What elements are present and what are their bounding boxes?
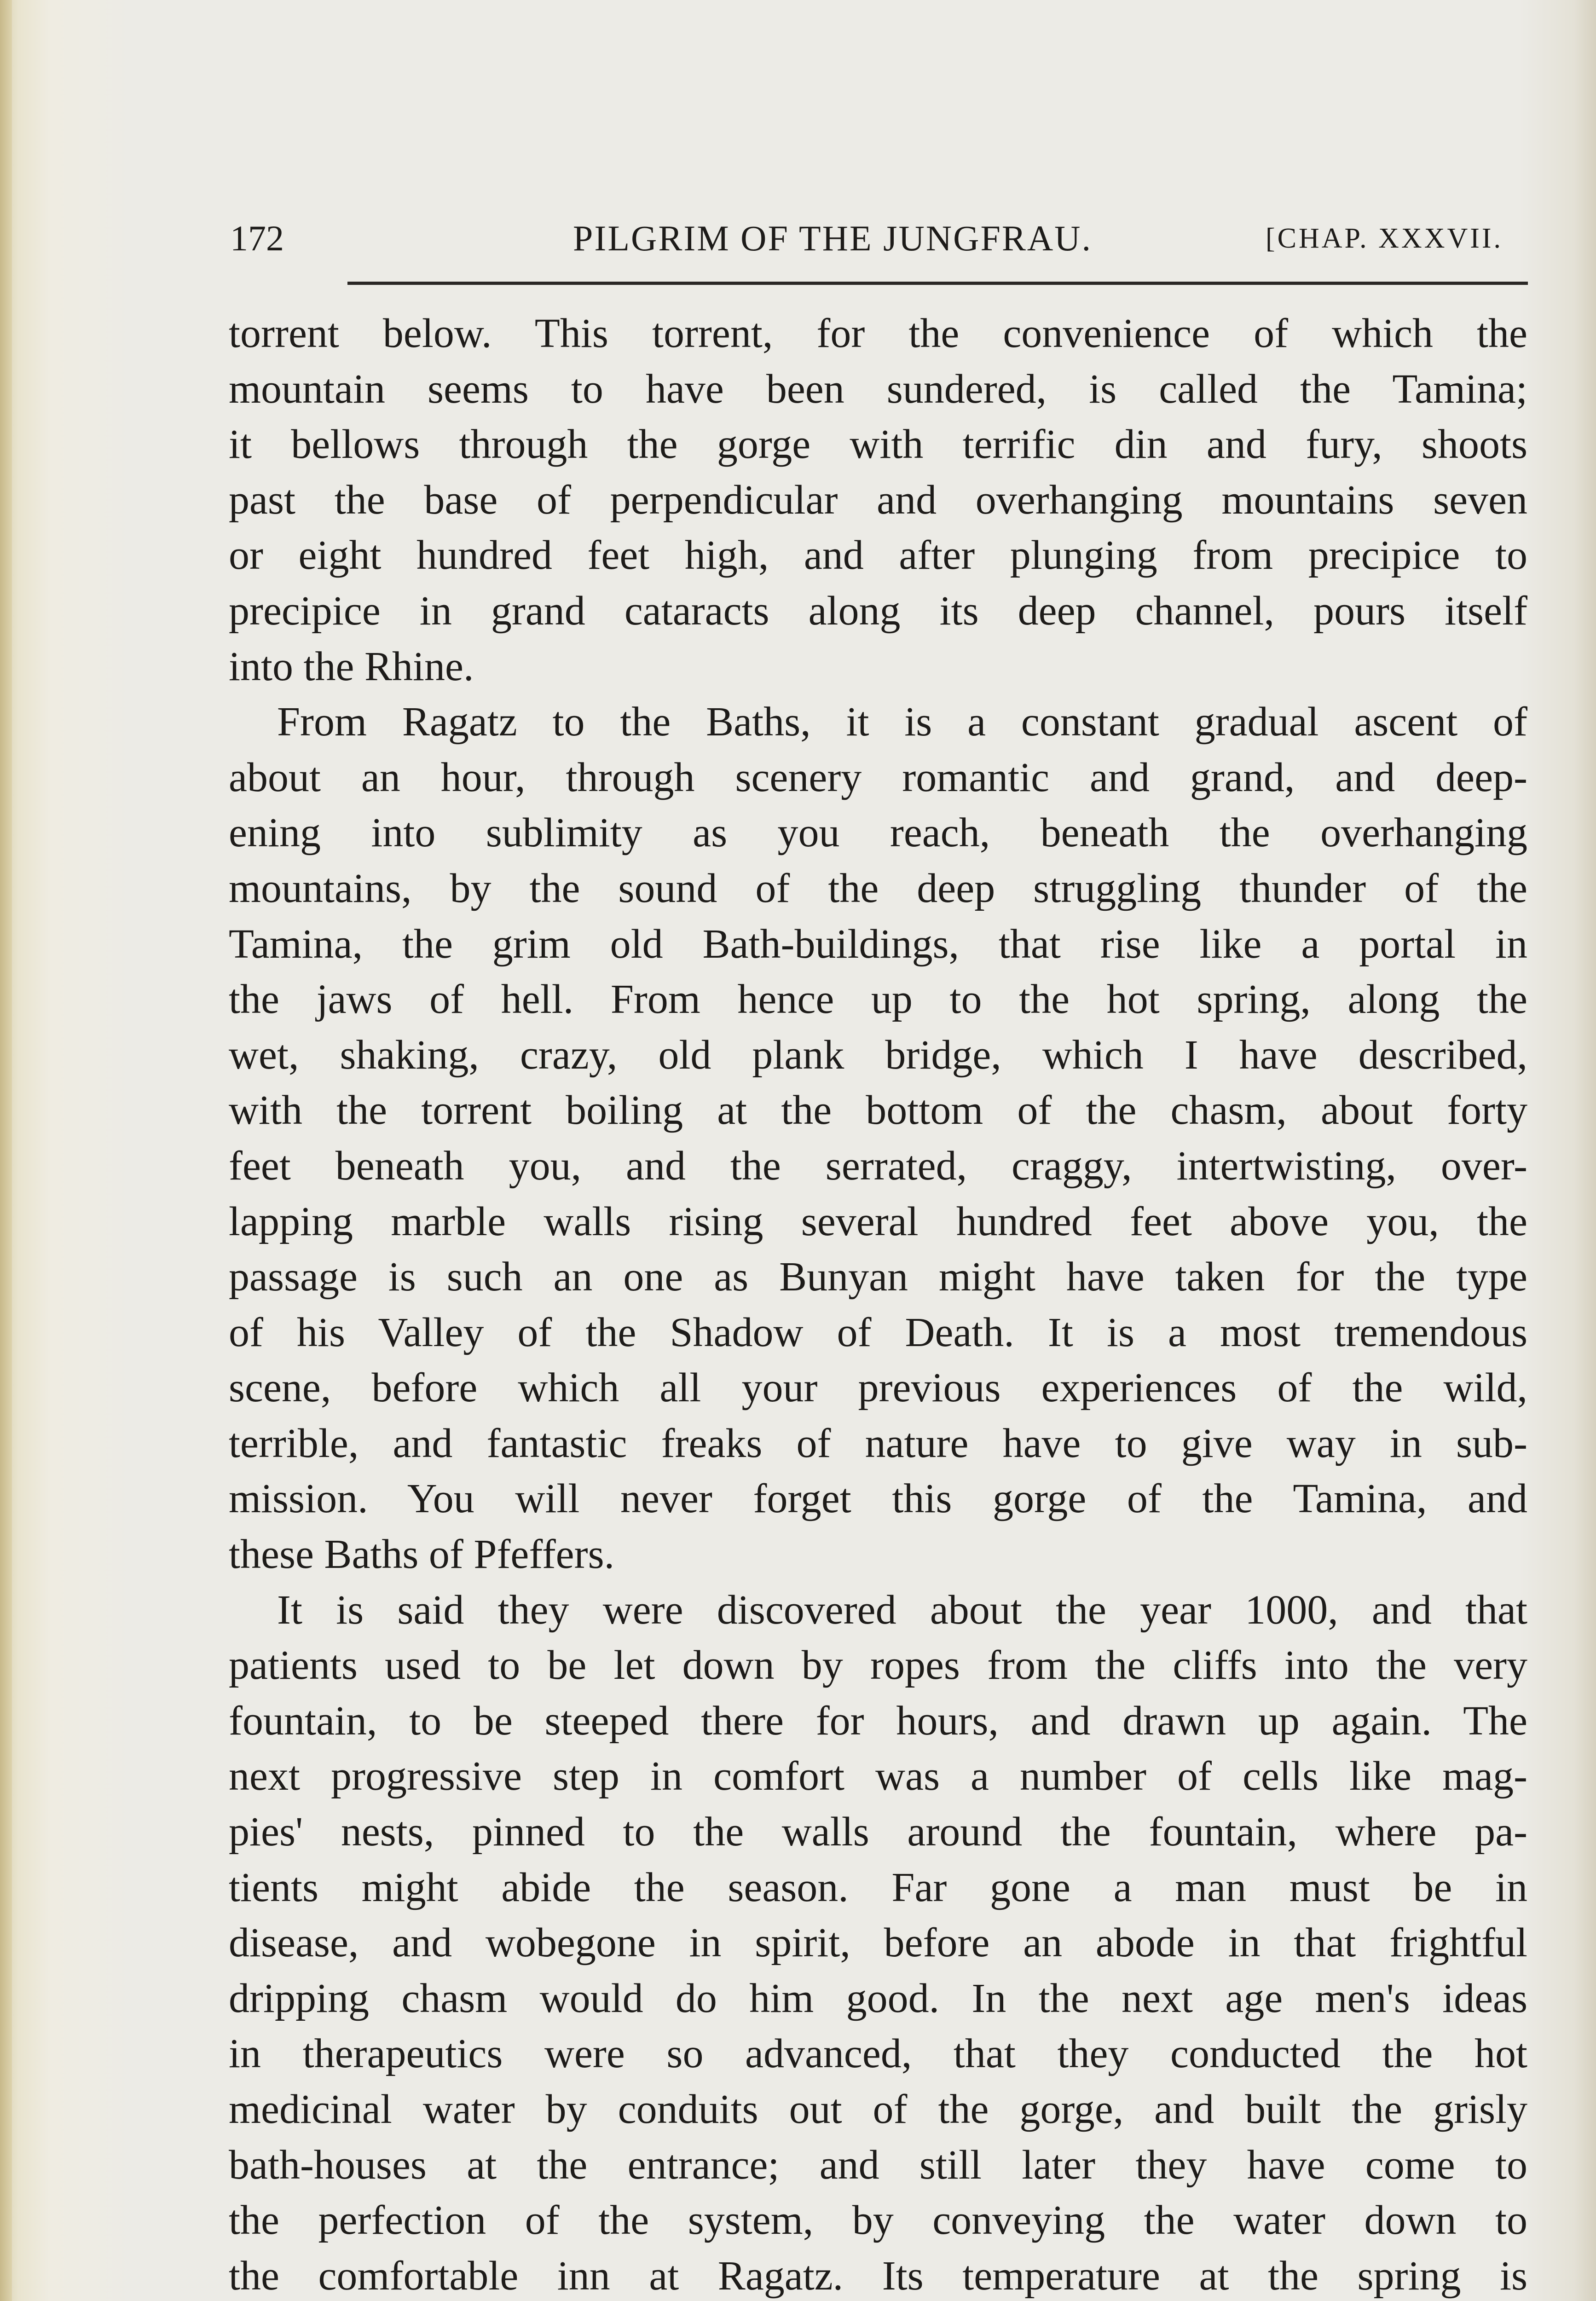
header-rule [347, 282, 1528, 285]
text-line: lapping marble walls rising several hundred feet above you, the [229, 1198, 1527, 1244]
text-line: these Baths of Pfeffers. [229, 1532, 615, 1578]
text-line: bath-houses at the entrance; and still later they have come to [229, 2142, 1527, 2188]
text-line: next progressive step in comfort was a number of cells like mag- [229, 1753, 1527, 1799]
page-number: 172 [230, 218, 284, 258]
text-line: the perfection of the system, by conveying the water down to [229, 2197, 1527, 2243]
running-title: PILGRIM OF THE JUNGFRAU. [573, 218, 1093, 258]
text-line: feet beneath you, and the serrated, craggy, intertwisting, over- [229, 1143, 1527, 1189]
chapter-reference: [CHAP. XXXVII. [1266, 223, 1503, 254]
text-line: mountain seems to have been sundered, is called the Tamina; [229, 366, 1527, 412]
text-line: patients used to be let down by ropes from the cliffs into the very [229, 1642, 1527, 1688]
text-line: mountains, by the sound of the deep struggling thunder of the [229, 865, 1527, 911]
text-line: From Ragatz to the Baths, it is a constant gradual ascent of [277, 699, 1527, 745]
text-line: past the base of perpendicular and overhanging mountains seven [229, 477, 1527, 523]
body-text [229, 306, 1527, 2301]
text-line: the comfortable inn at Ragatz. Its temperature at the spring is [229, 2253, 1527, 2299]
text-line: or eight hundred feet high, and after plunging from precipice to [229, 532, 1527, 578]
text-line: of his Valley of the Shadow of Death. It is a most tremendous [229, 1309, 1527, 1355]
text-line: precipice in grand cataracts along its deep channel, pours itself [229, 588, 1527, 634]
text-line: scene, before which all your previous experiences of the wild, [229, 1365, 1527, 1411]
text-line: fountain, to be steeped there for hours, and drawn up again. The [229, 1698, 1527, 1744]
text-line: disease, and wobegone in spirit, before an abode in that frightful [229, 1920, 1527, 1966]
running-header [230, 215, 1528, 261]
text-line: medicinal water by conduits out of the gorge, and built the grisly [229, 2087, 1527, 2132]
text-line: it bellows through the gorge with terrific din and fury, shoots [229, 422, 1527, 468]
text-line: It is said they were discovered about the year 1000, and that [277, 1587, 1527, 1633]
text-line: terrible, and fantastic freaks of nature have to give way in sub- [229, 1420, 1527, 1466]
text-line: wet, shaking, crazy, old plank bridge, which I have described, [229, 1032, 1527, 1078]
text-line: torrent below. This torrent, for the convenience of which the [229, 311, 1527, 356]
text-line: in therapeutics were so advanced, that they conducted the hot [229, 2031, 1527, 2077]
binding-edge [0, 0, 12, 2301]
text-line: passage is such an one as Bunyan might have taken for the type [229, 1254, 1527, 1300]
text-line: with the torrent boiling at the bottom of the chasm, about forty [229, 1087, 1527, 1133]
text-line: tients might abide the season. Far gone a man must be in [229, 1864, 1527, 1910]
text-line: about an hour, through scenery romantic and grand, and deep- [229, 754, 1527, 800]
text-line: into the Rhine. [229, 643, 474, 689]
text-line: ening into sublimity as you reach, beneath the overhanging [229, 810, 1527, 856]
text-line: mission. You will never forget this gorge of the Tamina, and [229, 1476, 1527, 1522]
text-line: Tamina, the grim old Bath-buildings, that rise like a portal in [229, 921, 1527, 967]
text-line: the jaws of hell. From hence up to the hot spring, along the [229, 977, 1527, 1023]
text-line: dripping chasm would do him good. In the next age men's ideas [229, 1975, 1527, 2021]
text-line: pies' nests, pinned to the walls around the fountain, where pa- [229, 1809, 1527, 1855]
